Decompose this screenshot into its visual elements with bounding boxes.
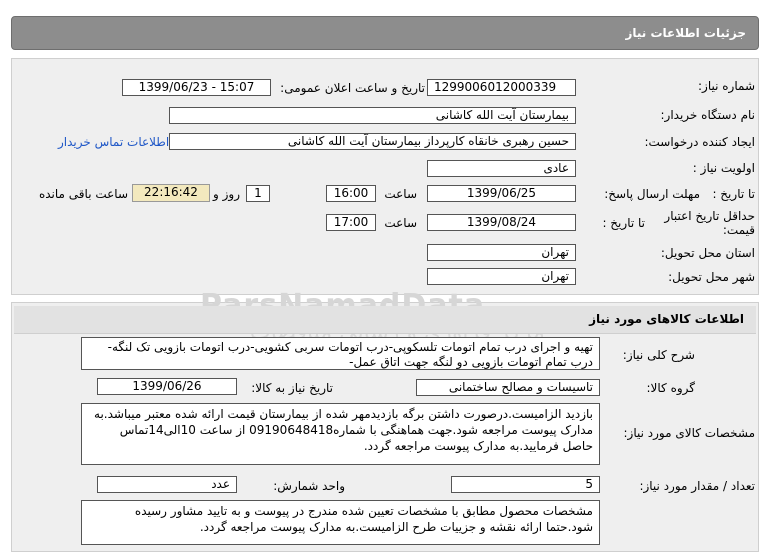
- specs-label: مشخصات کالای مورد نیاز:: [623, 426, 755, 440]
- notes-field: مشخصات محصول مطابق با مشخصات تعیین شده مندرج در پیوست و به تایید مشاور رسیده شود.حتما ارائه نقشه و جزییات طرح الزامیست.به مدارک پیوست مراجعه گردد.: [81, 500, 600, 545]
- deadline-time-label: ساعت: [384, 187, 417, 201]
- validity-time-field: 17:00: [326, 214, 376, 231]
- creator-field: حسین رهبری خانقاه کارپرداز بیمارستان آیت الله کاشانی: [169, 133, 576, 150]
- unit-field: عدد: [97, 476, 237, 493]
- need-number-label: شماره نیاز:: [698, 79, 755, 93]
- validity-time-label: ساعت: [384, 216, 417, 230]
- validity-label: [664, 209, 755, 237]
- group-label: گروه کالا:: [646, 381, 695, 395]
- group-field: تاسیسات و مصالح ساختمانی: [416, 379, 600, 396]
- quantity-label: تعداد / مقدار مورد نیاز:: [639, 479, 755, 493]
- page-header: [11, 16, 759, 50]
- priority-field: عادی: [427, 160, 576, 177]
- page-title: جزئیات اطلاعات نیاز: [625, 26, 746, 40]
- goods-section-title: اطلاعات کالاهای مورد نیاز: [589, 312, 744, 326]
- buyer-label: نام دستگاه خریدار:: [660, 108, 755, 122]
- validity-label-line1: حداقل تاریخ اعتبار: [664, 209, 755, 223]
- deadline-time-field: 16:00: [326, 185, 376, 202]
- creator-label: ایجاد کننده درخواست:: [644, 135, 755, 149]
- province-label: استان محل تحویل:: [660, 246, 755, 260]
- goods-section-header: [14, 306, 756, 334]
- need-number-field: 1299006012000339: [427, 79, 576, 96]
- remaining-time-field: 22:16:42: [132, 184, 210, 202]
- city-label: شهر محل تحویل:: [668, 270, 755, 284]
- need-date-label: تاریخ نیاز به کالا:: [251, 381, 333, 395]
- summary-field: تهیه و اجرای درب تمام اتومات تلسکوپی-درب اتومات سربی کشویی-درب اتومات بازویی تک لنگه-درب تمام اتومات بازویی دو لنگه جهت اتاق عمل-: [81, 337, 600, 370]
- quantity-field: 5: [451, 476, 600, 493]
- specs-field: بازدید الزامیست.درصورت داشتن برگه بازدیدمهر شده از بیمارستان قیمت ارائه شده معتبر میباشد.به مدارک پیوست مراجعه شود.جهت هماهنگی با شماره09190648418 از ساعت 10الی14تماس حاصل فرمایید.به مدارک پیوست مراجعه گردد.: [81, 403, 600, 465]
- buyer-contact-link[interactable]: اطلاعات تماس خریدار: [58, 135, 170, 149]
- validity-label-line2: قیمت:: [722, 223, 755, 237]
- validity-date-field: 1399/08/24: [427, 214, 576, 231]
- days-label: روز و: [213, 187, 240, 201]
- summary-label: شرح کلی نیاز:: [622, 348, 695, 362]
- validity-to-date-label: تا تاریخ :: [602, 216, 645, 230]
- province-field: تهران: [427, 244, 576, 261]
- days-field: 1: [246, 185, 270, 202]
- unit-label: واحد شمارش:: [273, 479, 345, 493]
- announce-field: 1399/06/23 - 15:07: [122, 79, 271, 96]
- deadline-to-date-label: تا تاریخ :: [712, 187, 755, 201]
- remaining-label: ساعت باقی مانده: [38, 187, 128, 201]
- buyer-field: بیمارستان آیت الله کاشانی: [169, 107, 576, 124]
- city-field: تهران: [427, 268, 576, 285]
- deadline-label: مهلت ارسال پاسخ:: [604, 187, 700, 201]
- priority-label: اولویت نیاز :: [692, 161, 755, 175]
- need-date-field: 1399/06/26: [97, 378, 237, 395]
- deadline-date-field: 1399/06/25: [427, 185, 576, 202]
- announce-label: تاریخ و ساعت اعلان عمومی:: [280, 81, 425, 95]
